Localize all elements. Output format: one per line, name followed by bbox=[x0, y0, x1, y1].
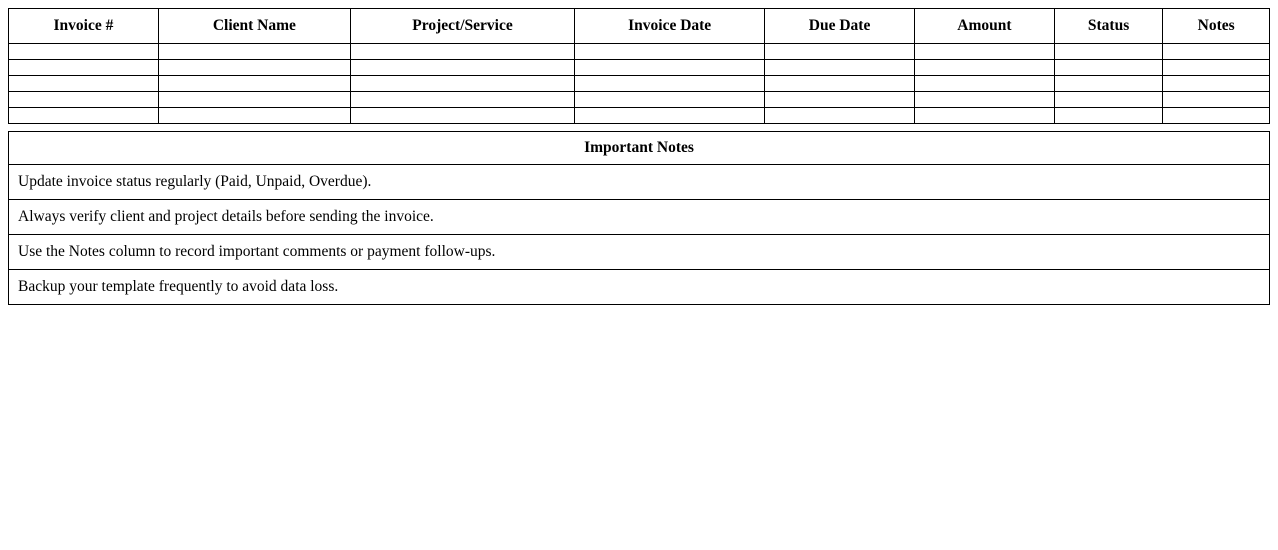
note-text: Always verify client and project details before sending the invoice. bbox=[9, 200, 1270, 235]
column-header-project-service: Project/Service bbox=[350, 9, 574, 44]
notes-table-header bbox=[9, 132, 1270, 165]
cell-invoice-date[interactable] bbox=[575, 44, 765, 60]
note-text: Use the Notes column to record important comments or payment follow-ups. bbox=[9, 235, 1270, 270]
cell-invoice-number[interactable] bbox=[9, 44, 159, 60]
column-header-notes: Notes bbox=[1163, 9, 1270, 44]
notes-header-row bbox=[9, 132, 1270, 165]
cell-amount[interactable] bbox=[915, 60, 1055, 76]
cell-project-service[interactable] bbox=[350, 44, 574, 60]
table-row[interactable] bbox=[9, 76, 1270, 92]
cell-invoice-number[interactable] bbox=[9, 108, 159, 124]
cell-amount[interactable] bbox=[915, 92, 1055, 108]
cell-status[interactable] bbox=[1054, 60, 1163, 76]
note-text: Update invoice status regularly (Paid, Unpaid, Overdue). bbox=[9, 165, 1270, 200]
notes-table-body bbox=[9, 165, 1270, 305]
important-notes-table bbox=[8, 131, 1270, 305]
cell-invoice-number[interactable] bbox=[9, 60, 159, 76]
column-header-amount: Amount bbox=[915, 9, 1055, 44]
table-row[interactable] bbox=[9, 108, 1270, 124]
cell-client-name[interactable] bbox=[158, 60, 350, 76]
notes-table-title: Important Notes bbox=[9, 132, 1270, 165]
cell-project-service[interactable] bbox=[350, 108, 574, 124]
cell-client-name[interactable] bbox=[158, 108, 350, 124]
notes-table-container bbox=[8, 131, 1270, 305]
table-row[interactable] bbox=[9, 60, 1270, 76]
cell-status[interactable] bbox=[1054, 92, 1163, 108]
cell-status[interactable] bbox=[1054, 44, 1163, 60]
cell-client-name[interactable] bbox=[158, 76, 350, 92]
invoice-table-body bbox=[9, 44, 1270, 124]
cell-project-service[interactable] bbox=[350, 60, 574, 76]
table-row[interactable] bbox=[9, 92, 1270, 108]
cell-due-date[interactable] bbox=[765, 76, 915, 92]
invoice-header-row bbox=[9, 9, 1270, 44]
cell-invoice-number[interactable] bbox=[9, 76, 159, 92]
cell-status[interactable] bbox=[1054, 108, 1163, 124]
column-header-invoice-date: Invoice Date bbox=[575, 9, 765, 44]
cell-notes[interactable] bbox=[1163, 76, 1270, 92]
invoice-table-header bbox=[9, 9, 1270, 44]
cell-invoice-date[interactable] bbox=[575, 60, 765, 76]
cell-amount[interactable] bbox=[915, 108, 1055, 124]
cell-notes[interactable] bbox=[1163, 108, 1270, 124]
cell-due-date[interactable] bbox=[765, 44, 915, 60]
cell-project-service[interactable] bbox=[350, 92, 574, 108]
cell-invoice-date[interactable] bbox=[575, 76, 765, 92]
list-item bbox=[9, 165, 1270, 200]
cell-invoice-date[interactable] bbox=[575, 92, 765, 108]
list-item bbox=[9, 200, 1270, 235]
cell-client-name[interactable] bbox=[158, 44, 350, 60]
column-header-client-name: Client Name bbox=[158, 9, 350, 44]
cell-notes[interactable] bbox=[1163, 60, 1270, 76]
cell-project-service[interactable] bbox=[350, 76, 574, 92]
column-header-invoice-number: Invoice # bbox=[9, 9, 159, 44]
list-item bbox=[9, 270, 1270, 305]
cell-status[interactable] bbox=[1054, 76, 1163, 92]
invoice-table-container bbox=[8, 8, 1270, 124]
invoice-table bbox=[8, 8, 1270, 124]
cell-client-name[interactable] bbox=[158, 92, 350, 108]
cell-due-date[interactable] bbox=[765, 92, 915, 108]
cell-amount[interactable] bbox=[915, 76, 1055, 92]
cell-due-date[interactable] bbox=[765, 60, 915, 76]
table-row[interactable] bbox=[9, 44, 1270, 60]
cell-invoice-number[interactable] bbox=[9, 92, 159, 108]
list-item bbox=[9, 235, 1270, 270]
column-header-due-date: Due Date bbox=[765, 9, 915, 44]
cell-amount[interactable] bbox=[915, 44, 1055, 60]
column-header-status: Status bbox=[1054, 9, 1163, 44]
cell-due-date[interactable] bbox=[765, 108, 915, 124]
cell-notes[interactable] bbox=[1163, 92, 1270, 108]
cell-invoice-date[interactable] bbox=[575, 108, 765, 124]
note-text: Backup your template frequently to avoid data loss. bbox=[9, 270, 1270, 305]
cell-notes[interactable] bbox=[1163, 44, 1270, 60]
